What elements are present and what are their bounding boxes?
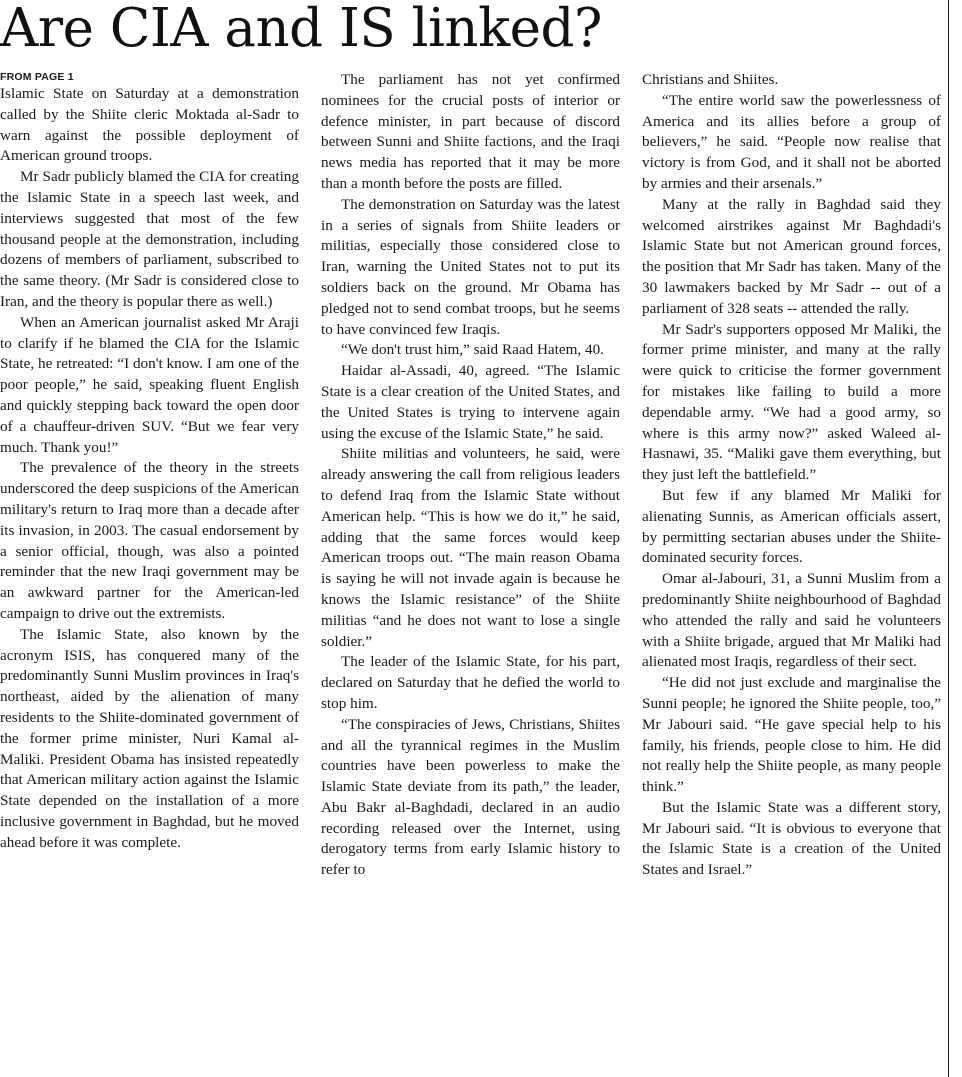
headline: Are CIA and IS linked? [0,0,602,59]
paragraph: The prevalence of the theory in the streets underscored the deep suspicions of the American military's return to Iraq more than a decade after its invasion, in 2003. The casual endorsement by a senior official, though, was also a pointed reminder that the new Iraqi government may be an awkward partner for the American-led campaign to drive out the extremists. [0,459,299,622]
paragraph: Mr Sadr's supporters opposed Mr Maliki, the former prime minister, and many at the rally were quick to criticise the former government for mistakes like failing to build a more dependable army. “We had a good army, so where is this army now?” asked Waleed al-Hasnawi, 35. “Maliki gave them everything, but they just left the battlefield.” [642,320,941,484]
article-column-3 [642,70,941,1070]
paragraph: When an American journalist asked Mr Araji to clarify if he blamed the CIA for the Islamic State, he retreated: “I don't know. I am one of the poor people,” he said, speaking fluent English and quickly stepping back toward the open door of a chauffeur-driven SUV. “But we fear very much. Thank you!” [0,313,299,456]
paragraph: Haidar al-Assadi, 40, agreed. “The Islamic State is a clear creation of the United States, and the United States is trying to intervene again using the excuse of the Islamic State,” he said. [321,362,620,442]
paragraph: “The entire world saw the powerlessness of America and its allies before a group of believers,” he said. “People now realise that victory is from God, and it shall not be aborted by armies and their arsenals.” [642,91,941,192]
paragraph: Islamic State on Saturday at a demonstration called by the Shiite cleric Moktada al-Sadr to warn against the possible deployment of American ground troops. [0,85,299,165]
paragraph: But few if any blamed Mr Maliki for alienating Sunnis, as American officials assert, by permitting sectarian abuses under the Shiite-dominated security forces. [642,486,941,567]
continuation-kicker: FROM PAGE 1 [0,71,74,83]
paragraph: The Islamic State, also known by the acronym ISIS, has conquered many of the predominantly Sunni Muslim provinces in Iraq's northeast, aided by the alienation of many residents to the Shiite-dominated government of the former prime minister, Nuri Kamal al-Maliki. President Obama has insisted repeatedly that American military action against the Islamic State depended on the installation of a more inclusive government in Baghdad, but he moved ahead before it was complete. [0,625,299,851]
paragraph: Christians and Shiites. [642,71,779,88]
paragraph: Many at the rally in Baghdad said they welcomed airstrikes against Mr Baghdadi's Islamic State but not American ground forces, the position that Mr Sadr has taken. Many of the 30 lawmakers backed by Mr Sadr -- out of a parliament of 328 seats -- attended the rally. [642,195,941,317]
paragraph: The leader of the Islamic State, for his part, declared on Saturday that he defied the world to stop him. [321,653,620,712]
article-column-1 [0,70,299,1070]
paragraph: “The conspiracies of Jews, Christians, Shiites and all the tyrannical regimes in the Muslim countries have been powerless to make the Islamic State deviate from its path,” the leader, Abu Bakr al-Baghdadi, declared in an audio recording released over the Internet, using derogatory terms from early Islamic history to refer to [321,715,620,879]
paragraph: Mr Sadr publicly blamed the CIA for creating the Islamic State in a speech last week, and interviews suggested that most of the few thousand people at the demonstration, including dozens of members of parliament, subscribed to the same theory. (Mr Sadr is considered close to Iran, and the theory is popular there as well.) [0,168,299,310]
paragraph: The demonstration on Saturday was the latest in a series of signals from Shiite leaders or militias, especially those considered close to Iran, warning the United States not to put its soldiers back on the ground. Mr Obama has pledged not to send combat troops, but he seems to have convinced few Iraqis. [321,195,620,338]
page-edge-rule [948,0,949,1077]
article-column-2 [321,70,620,1070]
paragraph: Shiite militias and volunteers, he said, were already answering the call from religious leaders to defend Iraq from the Islamic State without American help. “This is how we do it,” he said, adding that the same forces would keep American troops out. “The main reason Obama is saying he will not invade again is because he knows the Islamic resistance” of the Shiite militias “and he does not want to lose a single soldier.” [321,445,620,650]
paragraph: “We don't trust him,” said Raad Hatem, 40. [341,341,605,359]
paragraph: But the Islamic State was a different story, Mr Jabouri said. “It is obvious to everyone that the Islamic State is a creation of the United States and Israel.” [642,798,941,879]
paragraph: “He did not just exclude and marginalise the Sunni people; he ignored the Shiite people, too,” Mr Jabouri said. “He gave special help to his family, his friends, people close to him. He did not really help the Shiite people, as many people think.” [642,674,941,796]
paragraph: Omar al-Jabouri, 31, a Sunni Muslim from a predominantly Shiite neighbourhood of Baghdad who attended the rally and said he volunteers with a Shiite brigade, argued that Mr Maliki had alienated most Iraqis, regardless of their sect. [642,570,941,671]
paragraph: The parliament has not yet confirmed nominees for the crucial posts of interior or defence minister, in part because of discord between Sunni and Shiite factions, and the Iraqi news media has reported that it may be more than a month before the posts are filled. [321,71,620,192]
